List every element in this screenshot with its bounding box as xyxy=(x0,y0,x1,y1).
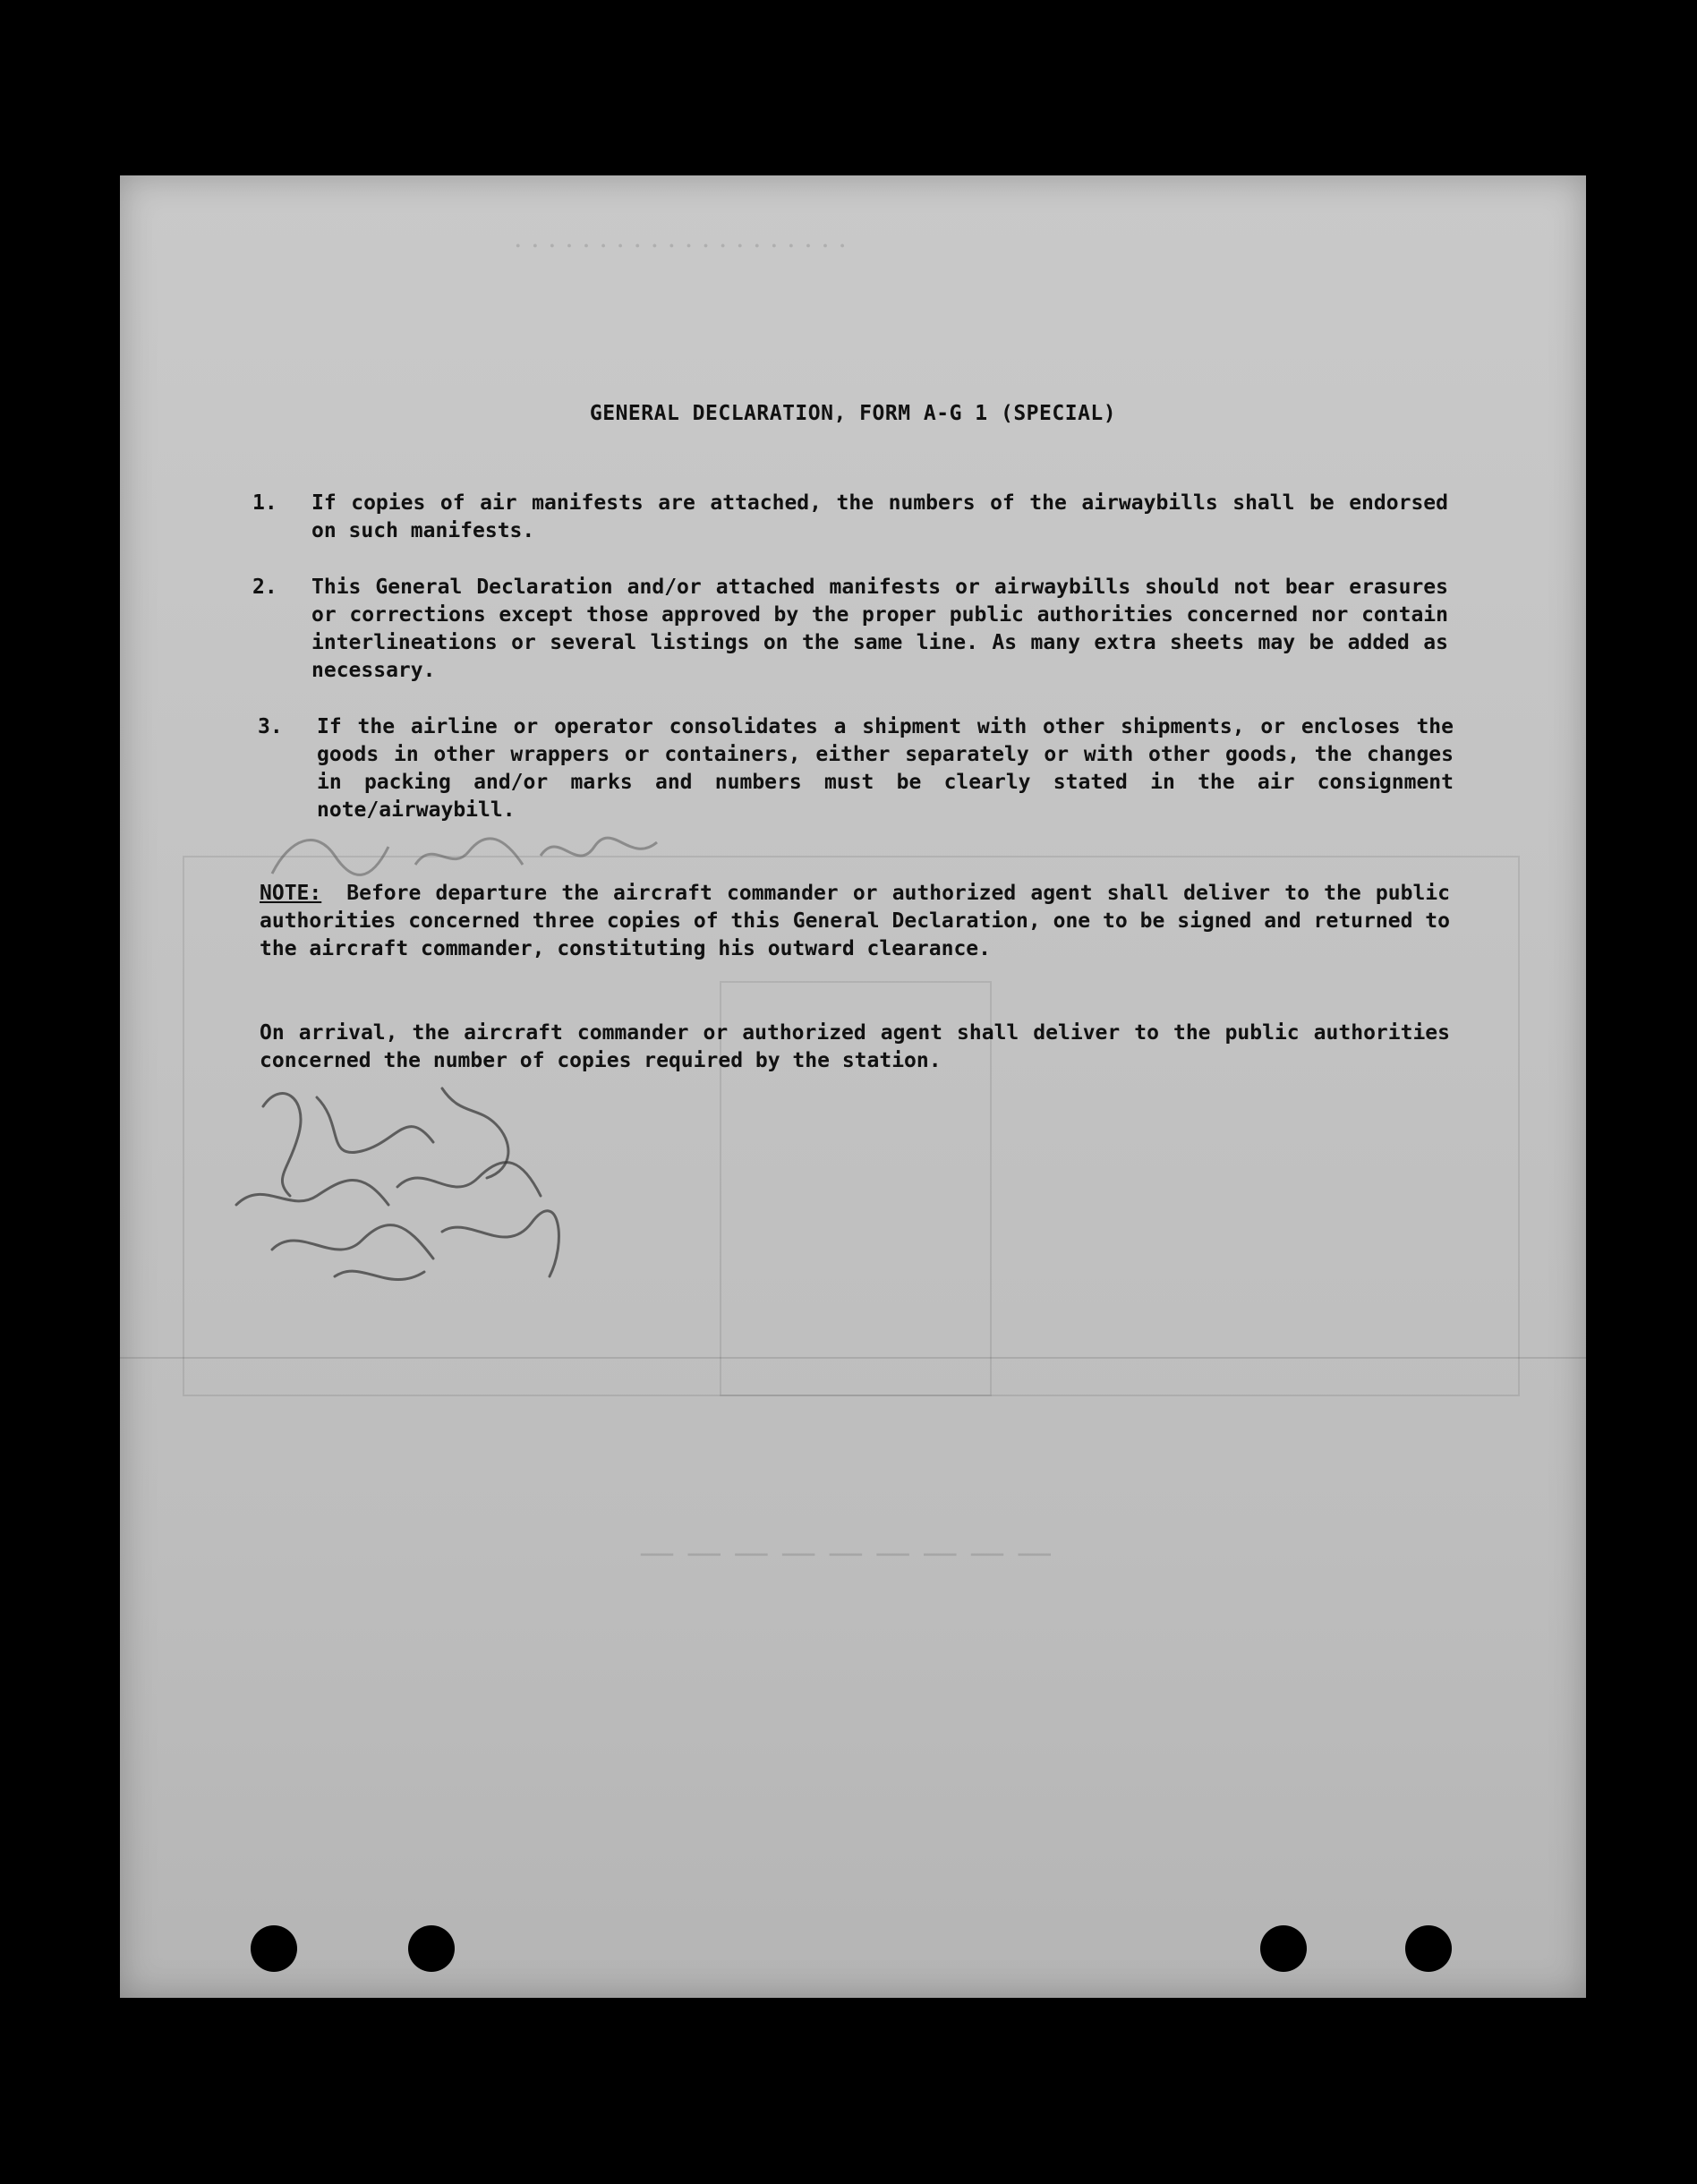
bleed-through-heading: · · · · · · · · · · · · · · · · · · · · xyxy=(514,229,847,260)
punch-hole xyxy=(1405,1925,1452,1972)
item-number: 1. xyxy=(252,491,277,515)
punch-hole xyxy=(251,1925,297,1972)
document-page xyxy=(120,175,1586,1998)
handwritten-signature-icon xyxy=(209,1071,585,1303)
item-text: This General Declaration and/or attached manifests or airwaybills should not bear erasures or corrections except those approved by the proper public authorities concerned nor contain interlineations or several listings on the same line. As many extra sheets may be added as necessary. xyxy=(311,576,1448,682)
item-number: 2. xyxy=(252,576,277,599)
item-number: 3. xyxy=(258,715,283,738)
note-label: NOTE: xyxy=(260,882,322,905)
note-paragraph xyxy=(260,880,1450,963)
note-text: Before departure the aircraft commander or authorized agent shall deliver to the public authorities concerned three copies of this General Declaration, one to be signed and returned to the aircraft commander, constituting his outward clearance. xyxy=(260,882,1450,960)
document-title: GENERAL DECLARATION, FORM A-G 1 (SPECIAL) xyxy=(589,402,1117,425)
punch-hole xyxy=(1260,1925,1307,1972)
item-text: If the airline or operator consolidates a shipment with other shipments, or encloses the goods in other wrappers or containers, either separately or with other goods, the changes in packing and/or marks and numbers must be clearly stated in the air consignment note/airwaybill. xyxy=(317,715,1454,822)
arrival-paragraph: On arrival, the aircraft commander or authorized agent shall deliver to the public authorities concerned the number of copies required by the station. xyxy=(260,1021,1450,1072)
bleed-through-large-text: — — — — — — — — — xyxy=(639,1536,1053,1577)
punch-hole xyxy=(408,1925,455,1972)
item-text: If copies of air manifests are attached, the numbers of the airwaybills shall be endorsed on such manifests. xyxy=(311,491,1448,542)
